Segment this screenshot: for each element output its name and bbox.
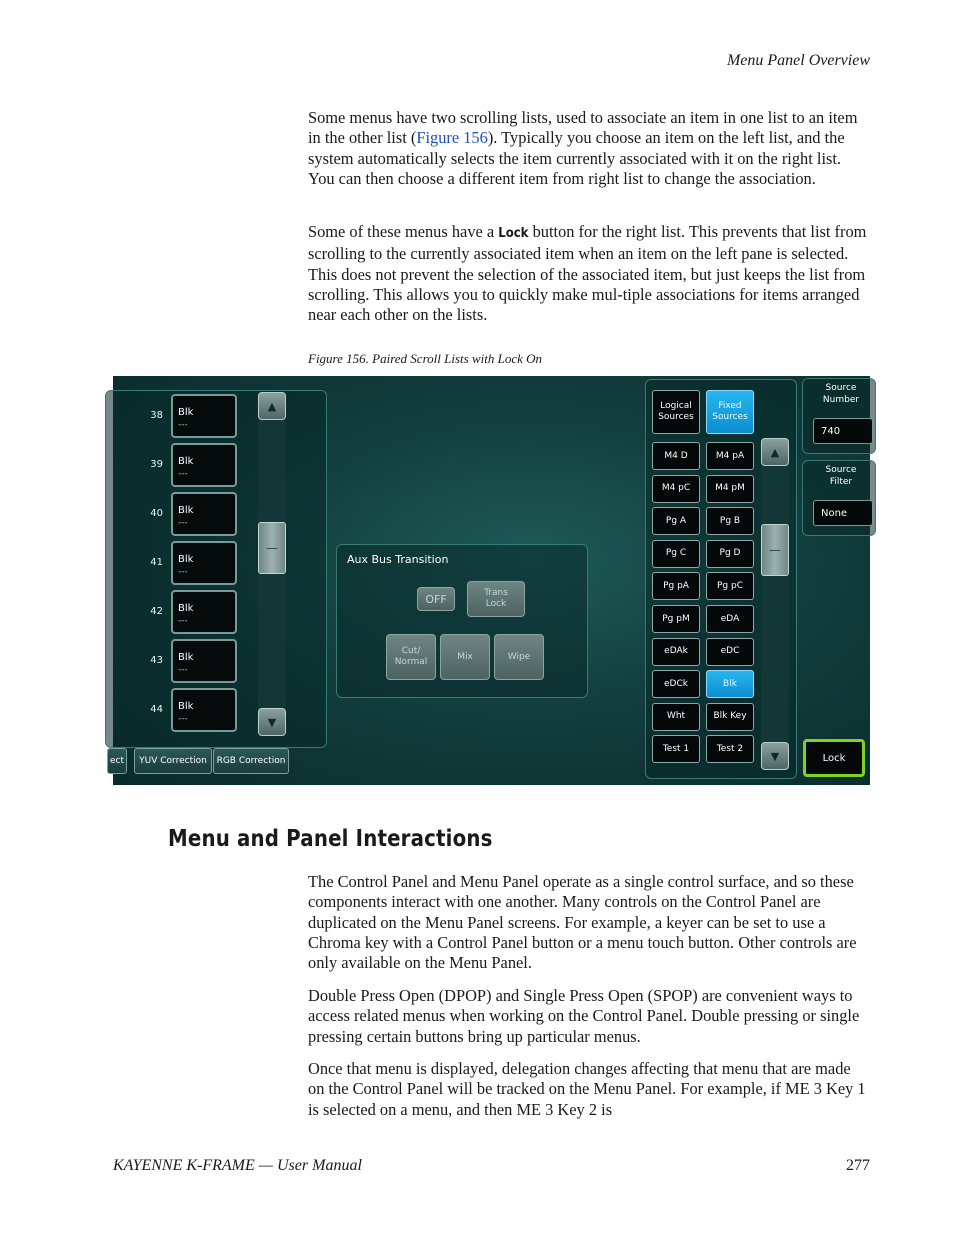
lock-button-reference: Lock bbox=[498, 226, 529, 241]
page-number: 277 bbox=[846, 1157, 870, 1174]
right-scrollbar[interactable] bbox=[761, 438, 789, 770]
list-item-sub: --- bbox=[178, 469, 188, 479]
source-button[interactable]: M4 pC bbox=[652, 475, 700, 503]
paragraph-dpop-spop: Double Press Open (DPOP) and Single Press Open (SPOP) are convenient ways to access related menus when working on the Control Panel. Double pressing or single pressing certain buttons bring up particular menus. bbox=[308, 986, 860, 1046]
source-number-label: Source Number bbox=[822, 383, 860, 405]
source-button[interactable]: eDCk bbox=[652, 670, 700, 698]
list-item[interactable] bbox=[171, 541, 237, 585]
paragraph-text: button for the right list. This prevents that list from scrolling to the currently associated item when an item on the left pane is selected. This does not prevent the selection of the associated item, but just keeps the list from scrolling. This allows you to quickly make mul-tiple associations for items arranged near each other on the lists. bbox=[308, 222, 867, 325]
list-item-name: Blk bbox=[178, 652, 194, 663]
list-item-number: 39 bbox=[150, 459, 163, 470]
source-button[interactable]: Wht bbox=[652, 703, 700, 731]
list-item[interactable] bbox=[171, 443, 237, 487]
figure-screenshot bbox=[109, 376, 870, 785]
list-item-name: Blk bbox=[178, 701, 194, 712]
source-filter-field[interactable]: None bbox=[813, 500, 873, 526]
cut-normal-button[interactable]: Cut/ Normal bbox=[386, 634, 436, 680]
source-filter-label: Source Filter bbox=[825, 465, 857, 487]
section-title: Menu and Panel Interactions bbox=[168, 826, 493, 852]
list-item-name: Blk bbox=[178, 456, 194, 467]
list-item-number: 42 bbox=[150, 606, 163, 617]
tab-rgb-correction[interactable]: RGB Correction bbox=[213, 748, 289, 774]
source-button[interactable]: Pg pM bbox=[652, 605, 700, 633]
paragraph-text: ). Typically you choose an item on the left list, and the system automatically selects the item currently associated with it on the right list. You can then choose a different item from right list to change the association. bbox=[308, 128, 845, 188]
list-item-sub: --- bbox=[178, 616, 188, 626]
source-button[interactable]: M4 pA bbox=[706, 442, 754, 470]
paragraph-text: Some menus have two scrolling lists, used to associate an item in one list to an item in the other list ( bbox=[308, 108, 858, 148]
paragraph-delegation: Once that menu is displayed, delegation changes affecting that menu that are made on the Control Panel will be tracked on the Menu Panel. For example, if ME 3 Key 1 is selected on a menu, and then ME 3 Key 2 is bbox=[308, 1059, 866, 1119]
list-item-name: Blk bbox=[178, 603, 194, 614]
source-button[interactable]: Blk bbox=[706, 670, 754, 698]
source-button[interactable]: Pg pA bbox=[652, 572, 700, 600]
source-button[interactable]: Pg B bbox=[706, 507, 754, 535]
list-item[interactable] bbox=[171, 688, 237, 732]
arrow-up-icon: ▲ bbox=[770, 445, 780, 459]
source-button[interactable]: Test 2 bbox=[706, 735, 754, 763]
paragraph-text: Some of these menus have a bbox=[308, 222, 499, 241]
wipe-button[interactable]: Wipe bbox=[494, 634, 544, 680]
tab-yuv-correction[interactable]: YUV Correction bbox=[134, 748, 212, 774]
aux-pane-title: Aux Bus Transition bbox=[347, 553, 449, 566]
list-item-sub: --- bbox=[178, 420, 188, 430]
grip-icon: — bbox=[769, 543, 781, 557]
lock-button[interactable]: Lock bbox=[803, 739, 865, 777]
grip-icon: — bbox=[266, 541, 278, 555]
figure-caption: Figure 156. Paired Scroll Lists with Lock On bbox=[308, 351, 542, 366]
left-scroll-thumb[interactable] bbox=[258, 522, 286, 574]
arrow-up-icon: ▲ bbox=[267, 399, 277, 413]
list-item-name: Blk bbox=[178, 554, 194, 565]
list-item-sub: --- bbox=[178, 567, 188, 577]
list-item[interactable] bbox=[171, 590, 237, 634]
list-item-number: 40 bbox=[150, 508, 163, 519]
list-item-number: 43 bbox=[150, 655, 163, 666]
list-item-sub: --- bbox=[178, 518, 188, 528]
list-item-name: Blk bbox=[178, 505, 194, 516]
list-item[interactable] bbox=[171, 639, 237, 683]
list-item-number: 38 bbox=[150, 410, 163, 421]
source-button[interactable]: eDAk bbox=[652, 638, 700, 666]
mix-button[interactable]: Mix bbox=[440, 634, 490, 680]
source-button[interactable]: Pg pC bbox=[706, 572, 754, 600]
list-item-name: Blk bbox=[178, 407, 194, 418]
list-item-number: 44 bbox=[150, 704, 163, 715]
source-button[interactable]: Pg C bbox=[652, 540, 700, 568]
running-header: Menu Panel Overview bbox=[726, 52, 870, 69]
paragraph-scroll-lists bbox=[308, 108, 870, 189]
source-number-field[interactable]: 740 bbox=[813, 418, 873, 444]
source-button[interactable]: eDA bbox=[706, 605, 754, 633]
right-scroll-up-button[interactable] bbox=[761, 438, 789, 466]
aux-bus-transition-pane bbox=[336, 544, 588, 698]
tab-effect[interactable]: ect bbox=[107, 748, 127, 774]
paragraph-control-surface: The Control Panel and Menu Panel operate as a single control surface, and so these components interact with one another. Many controls on the Control Panel are duplicated on the Menu Panel screens. For example, a keyer can be set to use a Chroma key with a Control Panel button or a menu touch button. Other controls are only available on the Menu Panel. bbox=[308, 872, 857, 973]
arrow-down-icon: ▼ bbox=[267, 715, 277, 729]
source-button[interactable]: Blk Key bbox=[706, 703, 754, 731]
list-item-sub: --- bbox=[178, 714, 188, 724]
list-item[interactable] bbox=[171, 394, 237, 438]
logical-sources-button[interactable]: Logical Sources bbox=[652, 390, 700, 434]
source-button[interactable]: M4 D bbox=[652, 442, 700, 470]
left-scroll-down-button[interactable] bbox=[258, 708, 286, 736]
fixed-sources-button[interactable]: Fixed Sources bbox=[706, 390, 754, 434]
list-item-sub: --- bbox=[178, 665, 188, 675]
source-button[interactable]: Pg D bbox=[706, 540, 754, 568]
left-scroll-up-button[interactable] bbox=[258, 392, 286, 420]
arrow-down-icon: ▼ bbox=[770, 749, 780, 763]
source-button[interactable]: Test 1 bbox=[652, 735, 700, 763]
source-button[interactable]: Pg A bbox=[652, 507, 700, 535]
right-scroll-thumb[interactable] bbox=[761, 524, 789, 576]
list-item-number: 41 bbox=[150, 557, 163, 568]
off-button[interactable]: OFF bbox=[417, 587, 455, 611]
trans-lock-button[interactable]: Trans Lock bbox=[467, 581, 525, 617]
source-button[interactable]: eDC bbox=[706, 638, 754, 666]
right-scroll-down-button[interactable] bbox=[761, 742, 789, 770]
figure-link[interactable]: Figure 156 bbox=[416, 128, 488, 148]
source-button[interactable]: M4 pM bbox=[706, 475, 754, 503]
footer-manual-title: KAYENNE K-FRAME — User Manual bbox=[113, 1157, 362, 1174]
paragraph-lock-button bbox=[308, 222, 870, 325]
list-item[interactable] bbox=[171, 492, 237, 536]
